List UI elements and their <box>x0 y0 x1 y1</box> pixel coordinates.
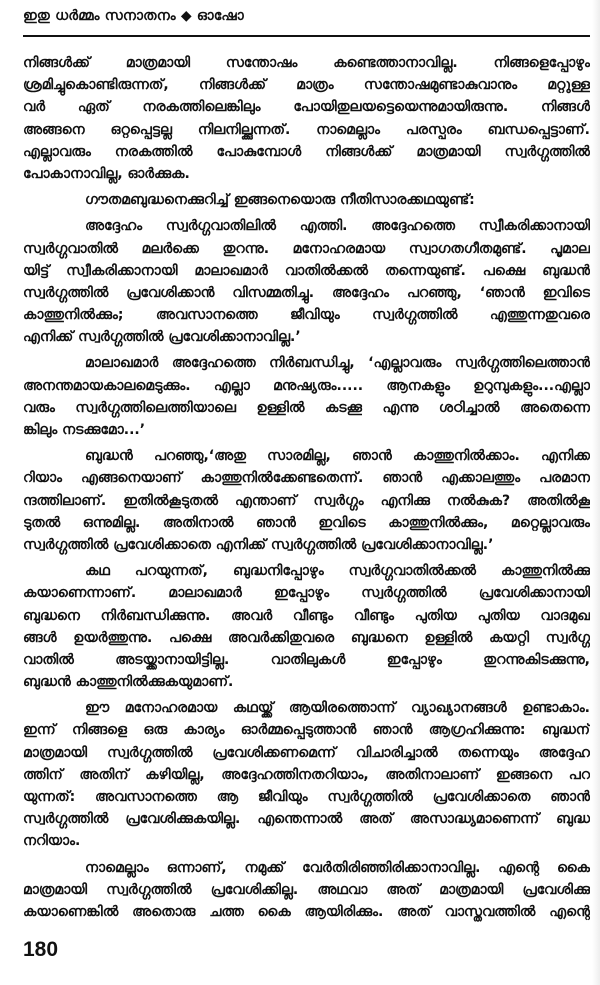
text-line: വാതിൽ അടയ്ക്കാനായിട്ടില്ല. വാതിലുകൾ ഇപ്പോഴും തുറന്നുകിടക്കുന്നു, <box>23 651 590 668</box>
text-line: അദ്ദേഹം സ്വർഗ്ഗവാതിലിൽ എത്തി. അദ്ദേഹത്തെ സ്വീകരിക്കാനായി <box>85 218 590 235</box>
page-body <box>23 52 590 923</box>
text-line: കയാണെങ്കിൽ അതൊരു ചത്ത കൈ ആയിരിക്കും. അത് വാസ്തവത്തിൽ എന്റെ <box>23 903 590 920</box>
text-line: അങ്ങനെ ഒറ്റപ്പെട്ടല്ല നിലനില്ക്കുന്നത്. നാമെല്ലാം പരസ്പരം ബന്ധപ്പെട്ടാണ്. <box>23 121 590 138</box>
text-line: അനന്തമായകാലമെടുക്കും. എല്ലാ മനുഷ്യരും..... ആനകളും ഉറുമ്പുകളും...എല്ലാ <box>23 377 590 394</box>
text-line: വർ ഏത് നരകത്തിലെങ്കിലും പോയിതുലയട്ടെയെന്നുമായിരുന്നു. നിങ്ങൾ <box>23 99 590 116</box>
text-line: ശ്രമിച്ചുകൊണ്ടിരുന്നത്, നിങ്ങൾക്ക് മാത്രം സന്തോഷമുണ്ടാകുവാനും മറ്റുള്ള <box>23 77 590 94</box>
text-line: പോകാനാവില്ല, ഓർക്കുക. <box>23 165 190 182</box>
paragraph <box>23 697 590 852</box>
text-line: സ്വർഗ്ഗത്തിൽ പ്രവേശിക്കുകയില്ല. എന്തെന്നാൽ അത് അസാദ്ധ്യമാണെന്ന് ബുദ്ധ <box>23 811 590 828</box>
text-line: എല്ലാവരും നരകത്തിൽ പോകുമ്പോൾ നിങ്ങൾക്ക് മാത്രമായി സ്വർഗ്ഗത്തിൽ <box>23 143 590 160</box>
text-line: ങ്ങൾ ഉയർത്തുന്നു. പക്ഷെ അവർക്കിതുവരെ ബുദ്ധനെ ഉള്ളിൽ കയറ്റി സ്വർഗ്ഗ <box>23 629 590 646</box>
text-line: നറിയാം. <box>23 833 81 850</box>
paragraph <box>23 857 590 924</box>
text-line: ഈ മനോഹരമായ കഥയ്ക്ക് ആയിരത്തൊന്ന് വ്യാഖ്യാനങ്ങൾ ഉണ്ടാകാം. <box>85 700 590 717</box>
text-line: ബുദ്ധൻ പറഞ്ഞു,‘അതു സാരമില്ല, ഞാൻ കാത്തുനിൽക്കാം. എനിക്ക <box>85 448 590 465</box>
running-header: ഇതു ധർമ്മം സനാതനം ◆ ഓഷോ <box>23 8 244 24</box>
text-line: ബുദ്ധൻ കാത്തുനിൽക്കുകയുമാണ്. <box>23 674 234 691</box>
page-number: 180 <box>23 938 59 961</box>
text-line: മാത്രമായി സ്വർഗ്ഗത്തിൽ പ്രവേശിക്കണമെന്ന് വിചാരിച്ചാൽ തന്നെയും അദ്ദേഹ <box>23 744 590 761</box>
text-line: ഇന്ന് നിങ്ങളെ ഒരു കാര്യം ഓർമ്മപ്പെടുത്താൻ ഞാൻ ആഗ്രഹിക്കുന്നു: ബുദ്ധന് <box>23 722 590 739</box>
text-line: നിങ്ങൾക്ക് മാത്രമായി സന്തോഷം കണ്ടെത്താനാവില്ല. നിങ്ങളെപ്പോഴും <box>23 55 590 71</box>
paragraph <box>23 215 590 348</box>
paragraph <box>23 560 590 693</box>
text-line: കഥ പറയുന്നത്, ബുദ്ധനിപ്പോഴും സ്വർഗ്ഗവാതിൽക്കൽ കാത്തുനിൽക്കു <box>85 563 590 580</box>
text-line: സ്വർഗ്ഗത്തിൽ പ്രവേശിക്കാൻ വിസമ്മതിച്ചു. അദ്ദേഹം പറഞ്ഞു, ‘ഞാൻ ഇവിടെ <box>23 284 590 301</box>
text-line: ഗൗതമബുദ്ധനെക്കുറിച്ച് ഇങ്ങനെയൊരു നീതിസാരക്കഥയുണ്ട്: <box>85 192 475 209</box>
paragraph <box>23 52 590 185</box>
text-line: ങ്കിലും നടക്കുമോ...’ <box>23 422 146 438</box>
text-line: യിട്ട് സ്വീകരിക്കാനായി മാലാഖമാർ വാതിൽക്കൽ തന്നെയുണ്ട്. പക്ഷെ ബുദ്ധൻ <box>23 262 590 279</box>
text-line: നാമെല്ലാം ഒന്നാണ്, നമുക്ക് വേർതിരിഞ്ഞിരിക്കാനാവില്ല. എന്റെ കൈ <box>85 859 590 876</box>
header-rule <box>23 35 590 37</box>
text-line: കയാണെന്നാണ്. മാലാഖമാർ ഇപ്പോഴും സ്വർഗ്ഗത്തിൽ പ്രവേശിക്കാനായി <box>23 585 590 602</box>
text-line: ന്ദത്തിലാണ്. ഇതിൽകൂടുതൽ എന്താണ് സ്വർഗ്ഗം എനിക്കു നൽകുക? അതിൽകൂ <box>23 492 590 509</box>
text-line: റിയാം എങ്ങനെയാണ് കാത്തുനിൽക്കേണ്ടതെന്ന്. ഞാൻ എക്കാലത്തും പരമാന <box>23 470 590 487</box>
text-line: എനിക്ക് സ്വർഗ്ഗത്തിൽ പ്രവേശിക്കാനാവില്ല.’ <box>23 329 301 346</box>
text-line: മാത്രമായി സ്വർഗ്ഗത്തിൽ പ്രവേശിക്കില്ല. അഥവാ അത് മാത്രമായി പ്രവേശിക്കു <box>23 881 590 898</box>
text-line: ബുദ്ധനെ നിർബന്ധിക്കുന്നു. അവർ വീണ്ടും വീണ്ടും പുതിയ പുതിയ വാദമുഖ <box>23 607 590 624</box>
text-line: സ്വർഗ്ഗത്തിൽ പ്രവേശിക്കാതെ എനിക്ക് സ്വർഗ്ഗത്തിൽ പ്രവേശിക്കാനാവില്ല.’ <box>23 536 494 553</box>
text-line: സ്വർഗ്ഗവാതിൽ മലർക്കെ തുറന്നു. മനോഹരമായ സ്വാഗതഗീതമുണ്ട്. പൂമാല <box>23 240 590 257</box>
paragraph <box>23 352 590 441</box>
text-line: യുന്നത്: അവസാനത്തെ ആ ജീവിയും സ്വർഗ്ഗത്തിൽ പ്രവേശിക്കാതെ ഞാൻ <box>23 789 590 805</box>
text-line: ത്തിന് അതിന് കഴിയില്ല, അദ്ദേഹത്തിനതറിയാം, അതിനാലാണ് ഇങ്ങനെ പറ <box>23 766 590 783</box>
text-line: വരും സ്വർഗ്ഗത്തിലെത്തിയാലെ ഉള്ളിൽ കടക്കൂ എന്നു ശഠിച്ചാൽ അതെന്നെ <box>23 399 590 416</box>
page-edge-shadow <box>592 0 600 985</box>
text-line: കാത്തുനിൽക്കും; അവസാനത്തെ ജീവിയും സ്വർഗ്ഗത്തിൽ എത്തുന്നതുവരെ <box>23 307 590 324</box>
text-line: ടുതൽ ഒന്നുമില്ല. അതിനാൽ ഞാൻ ഇവിടെ കാത്തുനിൽക്കും, മറ്റെല്ലാവരും <box>23 514 590 531</box>
paragraph <box>23 189 590 211</box>
paragraph <box>23 445 590 556</box>
text-line: മാലാഖമാർ അദ്ദേഹത്തെ നിർബന്ധിച്ചു, ‘എല്ലാവരും സ്വർഗ്ഗത്തിലെത്താൻ <box>85 355 590 372</box>
